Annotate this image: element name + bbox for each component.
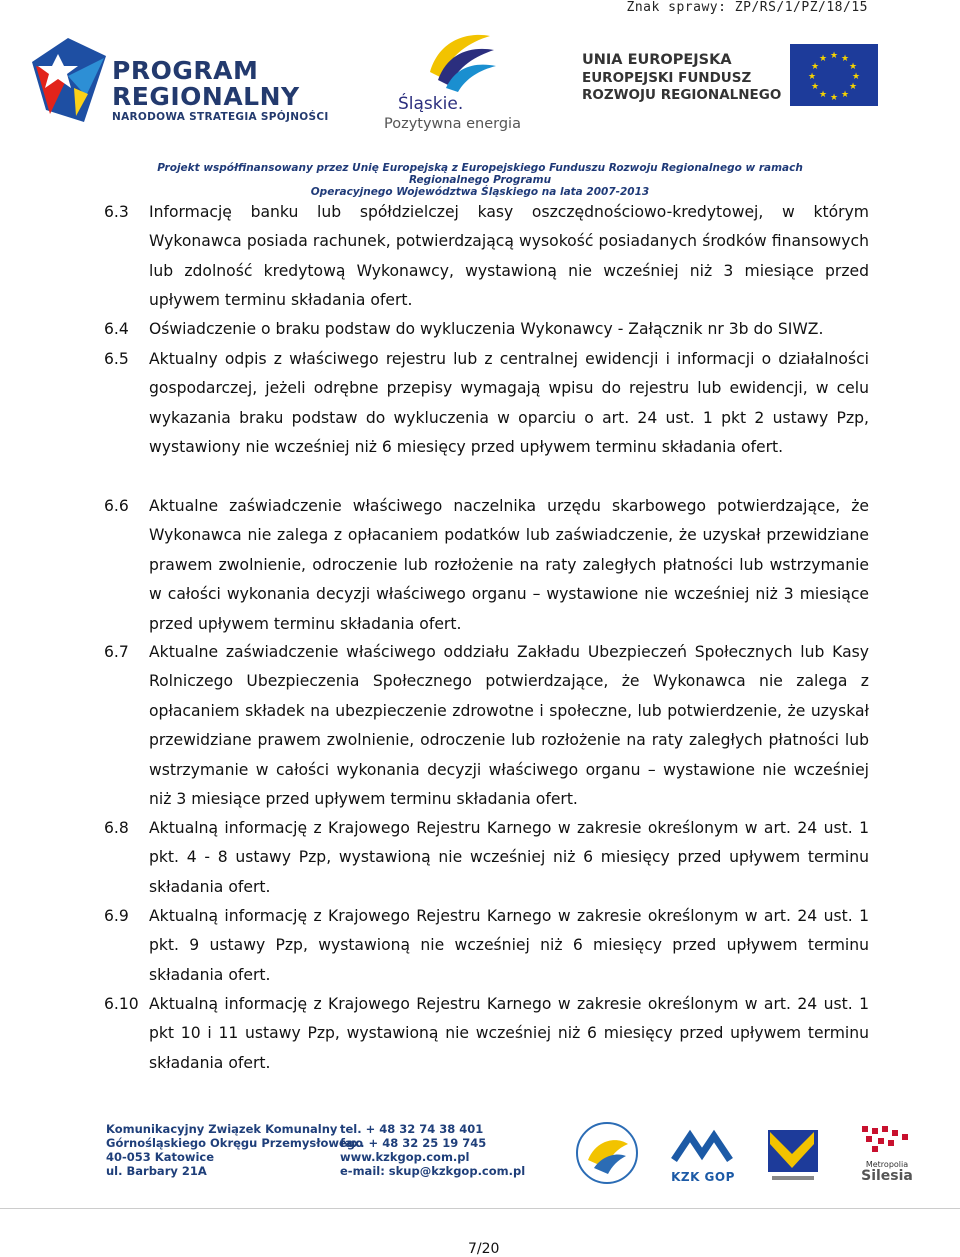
eu-line1: UNIA EUROPEJSKA [582,52,732,68]
cofinancing-note [120,162,840,198]
svg-text:★: ★ [851,72,861,82]
footer-email: e-mail: skup@kzkgop.com.pl [340,1164,526,1178]
item-text: Aktualną informację z Krajowego Rejestru Karnego w zakresie określonym w art. 24 ust. 1 pkt. 9 ustawy Pzp, wystawioną nie wcześniej niż 6 miesięcy przed upływem terminu składania ofert. [149,907,869,984]
footer-fax: fax. + 48 32 25 19 745 [340,1136,487,1150]
eu-fund-logo [580,52,920,122]
item-text: Aktualną informację z Krajowego Rejestru Karnego w zakresie określonym w art. 24 ust. 1 pkt 10 i 11 ustawy Pzp, wystawioną nie wcześniej niż 6 miesięcy przed upływem terminu składania ofert. [149,995,869,1072]
footer-divider [0,1208,960,1209]
case-reference: Znak sprawy: ZP/RS/1/PZ/18/15 [626,0,868,15]
program-regionalny-emblem [28,36,108,128]
footer-org-line: Komunikacyjny Związek Komunalny [106,1122,338,1136]
eu-flag-icon [790,44,878,106]
list-item [104,345,869,463]
item-number: 6.6 [104,497,129,515]
item-number: 6.5 [104,350,129,368]
svg-text:★: ★ [807,72,817,82]
svg-text:★: ★ [810,62,820,72]
footer-organization [106,1122,363,1178]
kzk-gop-label: KZK GOP [671,1170,735,1184]
footer-website: www.kzkgop.com.pl [340,1150,470,1164]
item-number: 6.10 [104,995,139,1013]
item-number: 6.4 [104,320,129,338]
slaskie-title: Śląskie. [398,94,464,114]
program-title-line2: REGIONALNY [112,82,300,111]
silesia-small-label: Metropolia [865,1160,909,1169]
slaskie-emblem [420,28,500,94]
slaskie-slogan: Pozytywna energia [384,116,521,132]
svg-text:★: ★ [848,62,858,72]
list-item [104,492,869,639]
svg-text:★: ★ [829,93,839,103]
slaska-karta-logo-icon [572,1118,642,1188]
svg-text:★: ★ [840,90,850,100]
svg-text:★: ★ [818,90,828,100]
page-number: 7/20 [468,1241,500,1257]
list-item [104,315,869,344]
footer-org-line: 40-053 Katowice [106,1150,215,1164]
list-item [104,990,869,1078]
svg-text:★: ★ [818,54,828,64]
metropolia-silesia-logo [852,1124,922,1188]
footer-org-line: ul. Barbary 21A [106,1164,207,1178]
item-number: 6.8 [104,819,129,837]
footer-org-line: Górnośląskiego Okręgu Przemysłowego [106,1136,363,1150]
item-text: Aktualne zaświadczenie właściwego oddziału Zakładu Ubezpieczeń Społecznych lub Kasy Rolniczego Ubezpieczenia Społecznego potwierdzające, że Wykonawca nie zalega z opłacaniem składek na ubezpieczenie zdrowotne i społeczne, lub potwierdzenie, że uzyskał przewidziane prawem zwolnienie, odroczenie lub rozłożenie na raty zaległych płatności lub wstrzymanie w całości wykonania decyzji właściwego organu – wystawione nie wcześniej niż 3 miesiące przed upływem terminu składania ofert. [149,643,869,809]
silesia-emblem [852,1124,922,1156]
kzk-gop-emblem [668,1126,738,1166]
item-text: Informację banku lub spółdzielczej kasy oszczędnościowo-kredytowej, w którym Wykonawca posiada rachunek, potwierdzającą wysokość posiadanych środków finansowych lub zdolność kredytową Wykonawcy, wystawioną nie wcześniej niż 3 miesiące przed upływem terminu składania ofert. [149,203,869,310]
silesia-label: Silesia [861,1168,913,1184]
cofinancing-line1: Projekt współfinansowany przez Unię Europejską z Europejskiego Funduszu Rozwoju Regionalnego w ramach Regionalnego Programu [157,162,803,186]
svg-text:★: ★ [840,54,850,64]
svg-text:★: ★ [829,51,839,61]
item-text: Aktualną informację z Krajowego Rejestru Karnego w zakresie określonym w art. 24 ust. 1 pkt. 4 - 8 ustawy Pzp, wystawioną nie wcześniej niż 6 miesięcy przed upływem terminu składania ofert. [149,819,869,896]
item-number: 6.3 [104,203,129,221]
list-item [104,638,869,814]
item-text: Aktualny odpis z właściwego rejestru lub z centralnej ewidencji i informacji o działalności gospodarczej, jeżeli odrębne przepisy wymagają wpisu do rejestru lub ewidencji, w celu wykazania braku podstaw do wykluczenia w oparciu o art. 24 ust. 1 pkt 2 ustawy Pzp, wystawiony nie wcześniej niż 6 miesięcy przed upływem terminu składania ofert. [149,350,869,457]
slaskie-logo [380,28,540,138]
item-text: Oświadczenie o braku podstaw do wykluczenia Wykonawcy - Załącznik nr 3b do SIWZ. [149,320,824,338]
eu-line3: ROZWOJU REGIONALNEGO [582,87,782,103]
regional-partner-logo-icon [762,1124,824,1186]
footer-contact [340,1122,525,1178]
footer-phone: tel. + 48 32 74 38 401 [340,1122,484,1136]
eu-line2: EUROPEJSKI FUNDUSZ [582,70,752,86]
list-item [104,198,869,316]
cofinancing-line2: Operacyjnego Województwa Śląskiego na lata 2007-2013 [310,186,650,198]
item-number: 6.7 [104,643,129,661]
program-title-line3: NARODOWA STRATEGIA SPÓJNOŚCI [112,111,329,123]
kzk-gop-logo [668,1126,738,1190]
list-item [104,814,869,902]
svg-text:★: ★ [848,82,858,92]
program-title-line1: PROGRAM [112,56,259,85]
item-text: Aktualne zaświadczenie właściwego naczelnika urzędu skarbowego potwierdzające, że Wykonawca nie zalega z opłacaniem podatków lub zaświadczenie, że uzyskał przewidziane prawem zwolnienie, odroczenie lub rozłożenie na raty zaległych płatności lub wstrzymanie w całości wykonania decyzji właściwego organu – wystawione nie wcześniej niż 3 miesiące przed upływem terminu składania ofert. [149,497,869,633]
item-number: 6.9 [104,907,129,925]
svg-text:★: ★ [810,82,820,92]
program-regionalny-logo [28,36,328,126]
list-item [104,902,869,990]
